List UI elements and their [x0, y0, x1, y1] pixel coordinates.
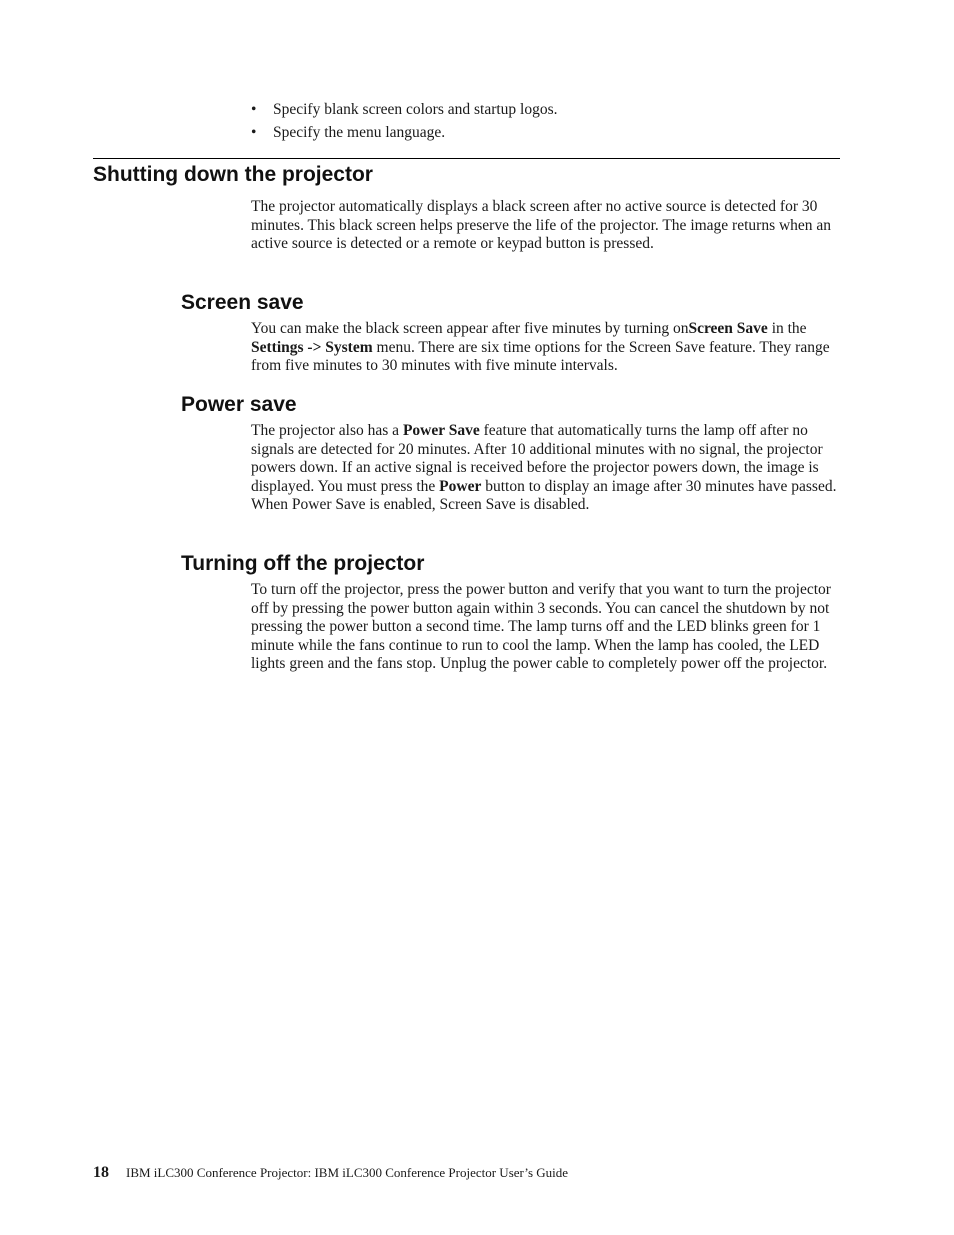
footer-title: IBM iLC300 Conference Projector: IBM iLC300 Conference Projector User’s Guide	[126, 1165, 569, 1180]
text-run: in the	[767, 320, 807, 337]
bold-term: Power Save	[402, 422, 480, 439]
turning-off-paragraph: To turn off the projector, press the power button and verify that you want to turn the projector off by pressing the power button again within 3 seconds. You can cancel the shutdown by not pressing the power button a second time. The lamp turns off and the LED blinks green for 1 minute while the fans continue to run to cool the lamp. When the lamp has cooled, the LED lights green and the fans stop. Unplug the power cable to completely power off the projector.	[251, 581, 831, 673]
section-divider	[93, 158, 840, 159]
list-item-text: Specify blank screen colors and startup logos.	[273, 101, 558, 118]
list-item	[251, 98, 841, 121]
bullet-marker: •	[251, 101, 257, 118]
text-run: The projector also has a	[251, 422, 403, 439]
turning-off-heading: Turning off the projector	[181, 552, 425, 575]
list-item-text: Specify the menu language.	[273, 124, 446, 141]
text-run: You can make the black screen appear after five minutes by turning on	[251, 320, 689, 337]
bold-term: Screen Save	[688, 320, 768, 337]
list-item	[251, 121, 841, 144]
section-title: Shutting down the projector	[93, 163, 373, 186]
text-run: menu. There are six time options for the Screen Save feature. They range from five minutes to 30 minutes with five minute intervals.	[251, 338, 830, 375]
text-run: button to display an image after 30 minutes have passed. When Power Save is enabled, Screen Save is disabled.	[251, 477, 837, 514]
power-save-paragraph	[251, 422, 843, 515]
screen-save-paragraph	[251, 320, 843, 376]
screen-save-heading: Screen save	[181, 291, 304, 314]
bullet-list	[251, 98, 841, 144]
page-number: 18	[93, 1164, 109, 1181]
bullet-marker: •	[251, 124, 257, 141]
bold-term: Power	[439, 477, 482, 495]
text-run: feature that automatically turns the lamp off after no signals are detected for 20 minutes. After 10 additional minutes with no signal, the projector powers down. If an active signal is received before the projector powers down, the image is displayed. You must press the	[251, 422, 823, 495]
page-footer	[93, 1163, 568, 1183]
bold-term: Settings -> System	[251, 338, 373, 356]
power-save-heading: Power save	[181, 393, 297, 416]
intro-paragraph: The projector automatically displays a black screen after no active source is detected for 30 minutes. This black screen helps preserve the life of the projector. The image returns when an active source is detected or a remote or keypad button is pressed.	[251, 198, 832, 253]
